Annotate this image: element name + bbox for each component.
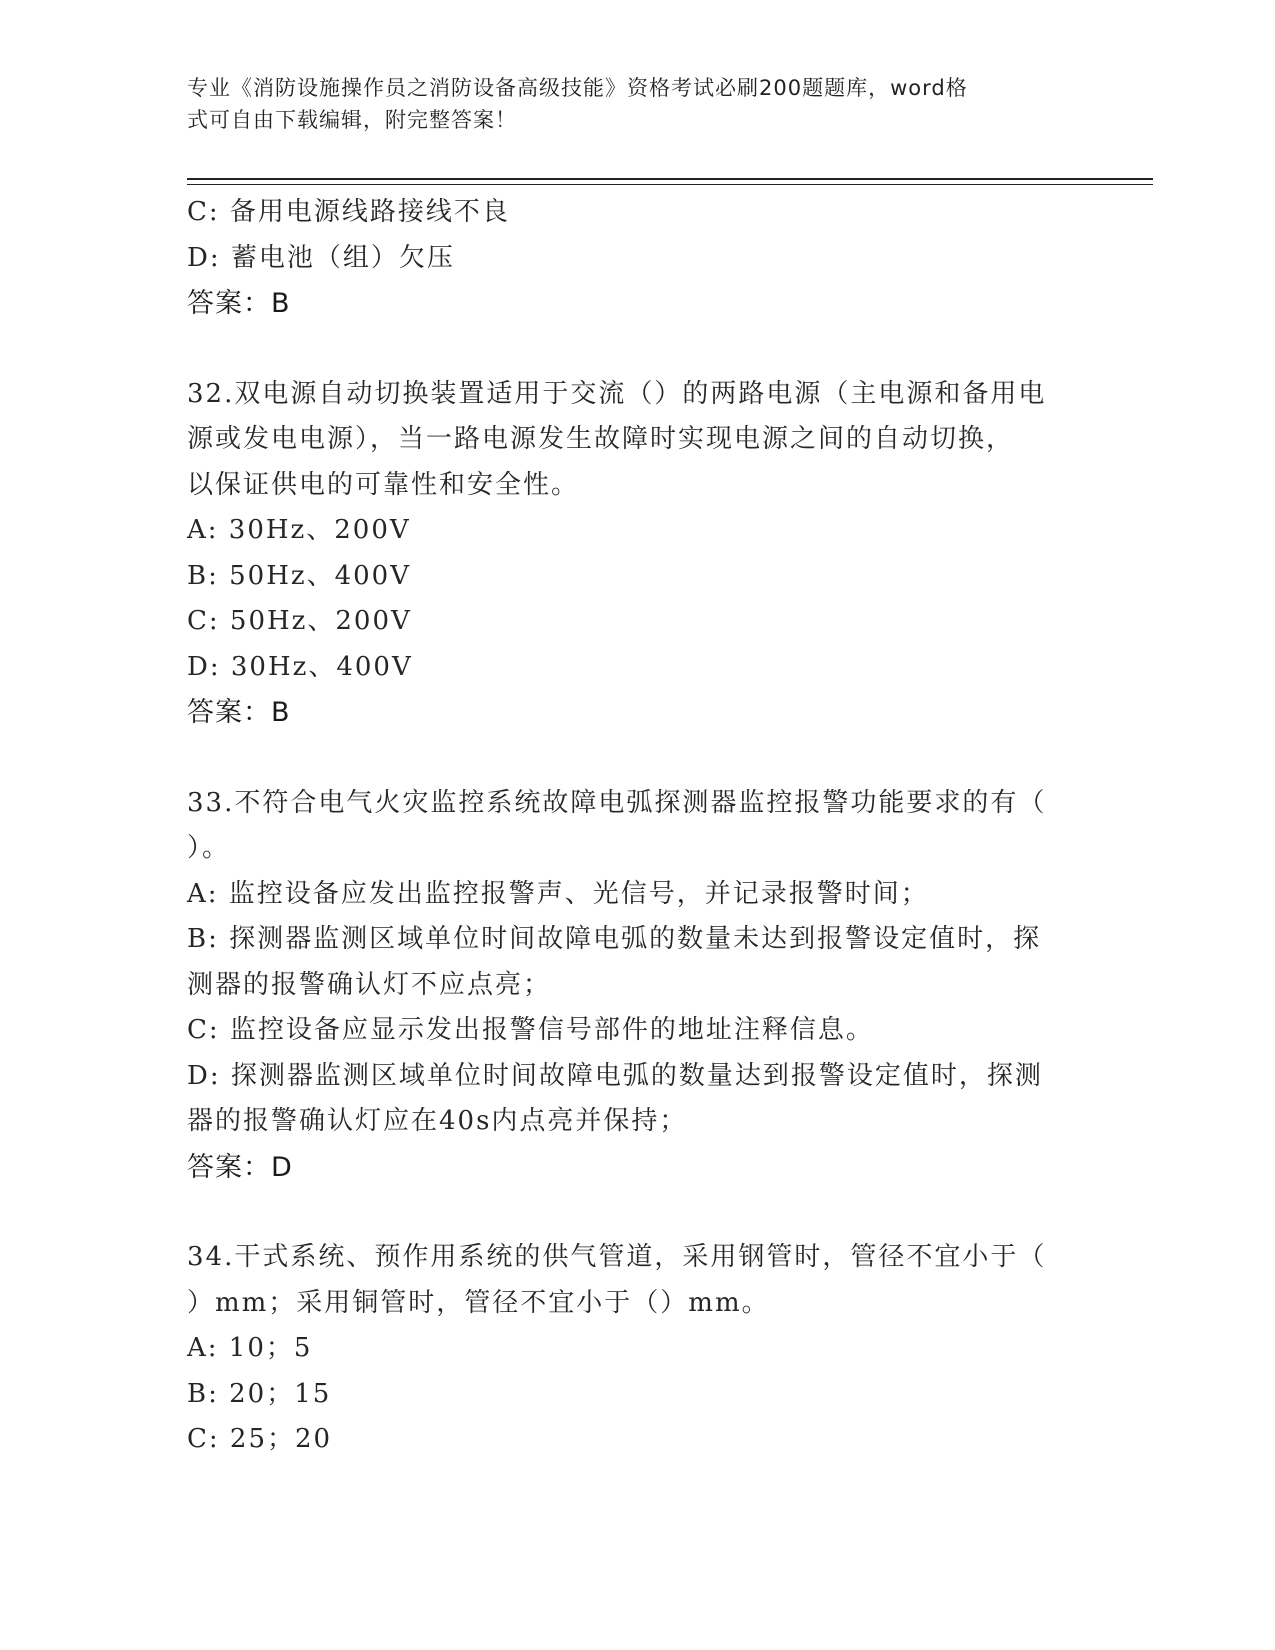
question-stem-line: 源或发电电源），当一路电源发生故障时实现电源之间的自动切换， (187, 424, 1015, 454)
header-line-1: 专业《消防设施操作员之消防设备高级技能》资格考试必刷200题题库，word格 (187, 76, 968, 100)
question-stem-line: 32.双电源自动切换装置适用于交流（）的两路电源（主电源和备用电 (187, 378, 1047, 409)
option-c: C: 50Hz、200V (187, 606, 412, 636)
question-34 (187, 1235, 1067, 1463)
question-stem-line: 33.不符合电气火灾监控系统故障电弧探测器监控报警功能要求的有（ (187, 787, 1047, 818)
option-d-continued: 器的报警确认灯应在40s内点亮并保持； (187, 1106, 688, 1136)
header-divider-thick (187, 178, 1153, 180)
header-line-2: 式可自由下载编辑，附完整答案！ (187, 108, 517, 132)
answer-line: 答案：D (187, 1151, 293, 1183)
document-body (187, 190, 1067, 1463)
option-a: A: 监控设备应发出监控报警声、光信号，并记录报警时间； (187, 878, 929, 909)
option-c: C: 备用电源线路接线不良 (187, 197, 510, 227)
option-d: D: 30Hz、400V (187, 651, 413, 682)
option-b: B: 探测器监测区域单位时间故障电弧的数量未达到报警设定值时，探 (187, 924, 1042, 954)
option-c: C: 监控设备应显示发出报警信号部件的地址注释信息。 (187, 1015, 874, 1045)
option-a: A: 10；5 (187, 1333, 313, 1363)
option-d: D: 蓄电池（组）欠压 (187, 242, 455, 273)
header-divider-thin (187, 184, 1153, 185)
previous-question-tail (187, 190, 1067, 327)
answer-line: 答案：B (187, 288, 291, 319)
question-stem-line: 以保证供电的可靠性和安全性。 (187, 469, 580, 500)
option-d: D: 探测器监测区域单位时间故障电弧的数量达到报警设定值时，探测 (187, 1060, 1043, 1091)
option-a: A: 30Hz、200V (187, 515, 411, 545)
document-header (187, 72, 1067, 136)
option-b-continued: 测器的报警确认灯不应点亮； (187, 969, 552, 1000)
answer-line: 答案：B (187, 697, 291, 728)
question-stem-line: ）mm；采用铜管时，管径不宜小于（）mm。 (187, 1287, 770, 1318)
option-b: B: 50Hz、400V (187, 560, 411, 591)
question-stem-line: 34.干式系统、预作用系统的供气管道，采用钢管时，管径不宜小于（ (187, 1242, 1047, 1272)
question-stem-line: ）。 (187, 833, 231, 863)
option-c: C: 25；20 (187, 1424, 333, 1454)
option-b: B: 20；15 (187, 1378, 332, 1409)
question-33 (187, 781, 1067, 1191)
question-32 (187, 372, 1067, 736)
